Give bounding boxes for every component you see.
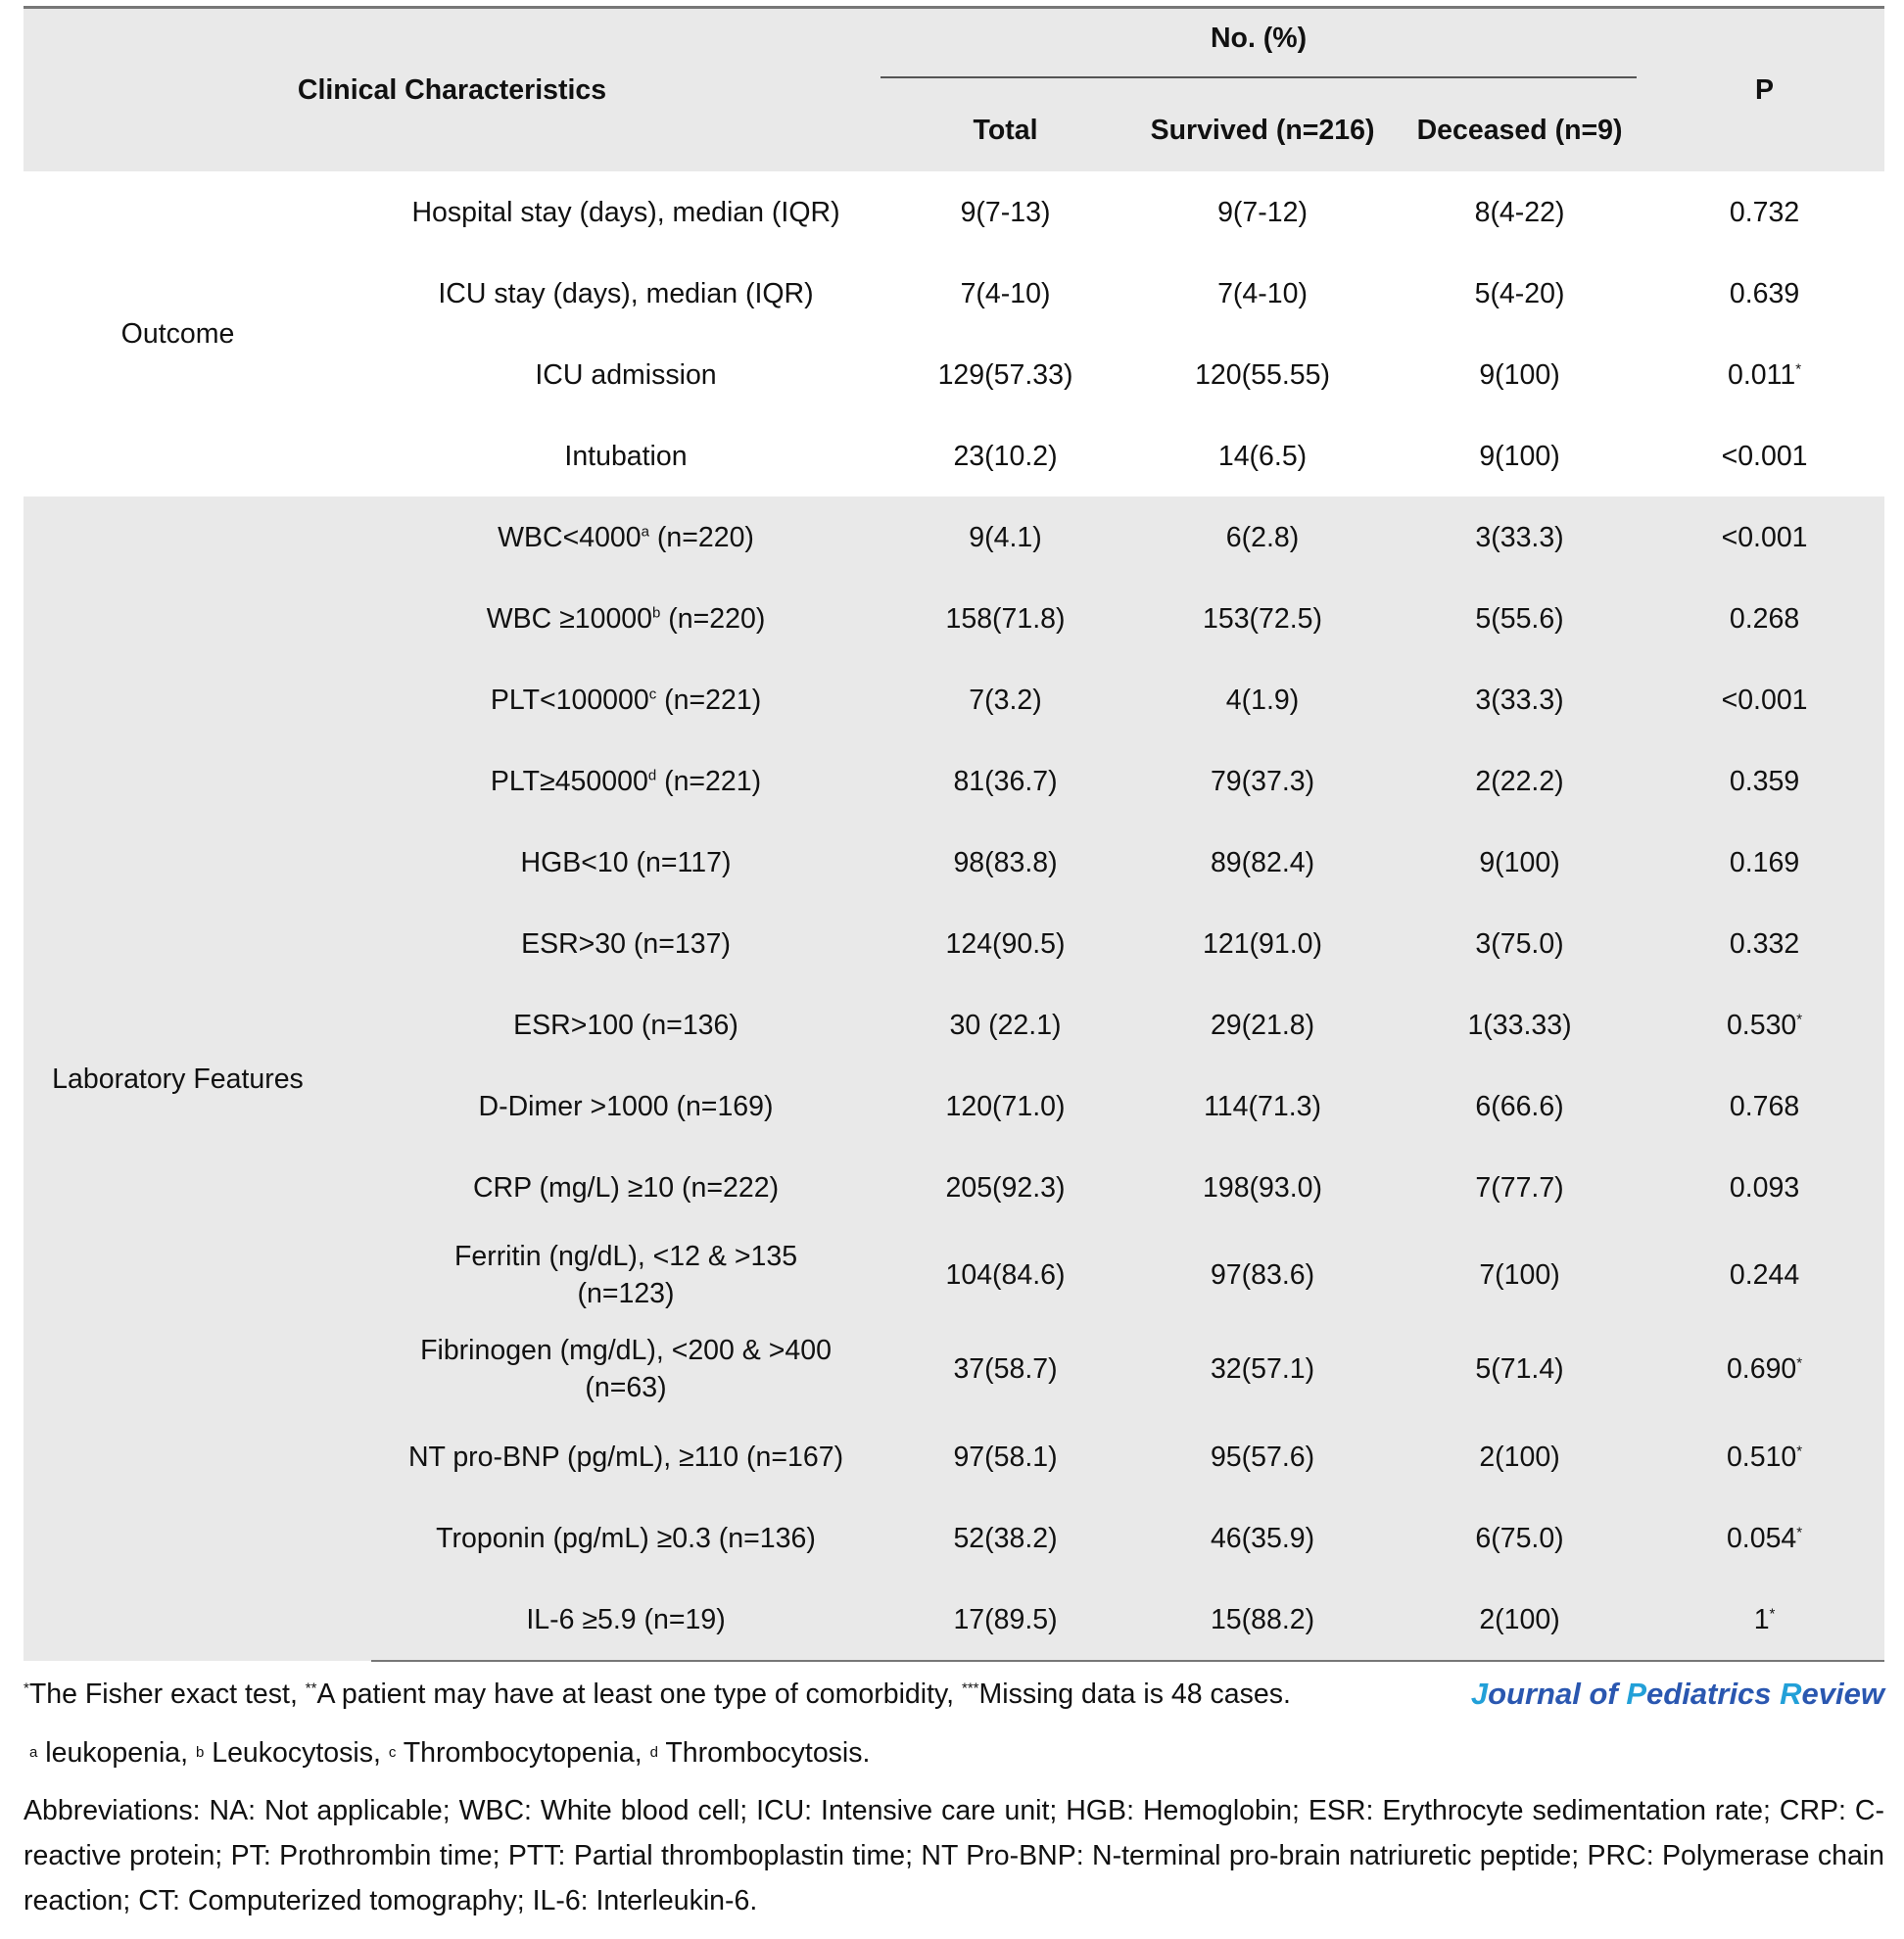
row-name-text: CRP (mg/L) ≥10 (n=222): [472, 1171, 780, 1204]
cell-total: 52(38.2): [881, 1497, 1130, 1579]
cell-deceased: 6(75.0): [1395, 1497, 1644, 1579]
p-value: 0.639: [1729, 277, 1800, 309]
cell-p-value: [1644, 1228, 1884, 1322]
row-name: ICU admission: [371, 334, 881, 415]
cell-deceased: 3(33.3): [1395, 497, 1644, 578]
cell-total: 9(4.1): [881, 497, 1130, 578]
cell-total: 23(10.2): [881, 415, 1130, 497]
cell-survived: 79(37.3): [1130, 740, 1395, 822]
row-name-text: Ferritin (ng/dL), <12 & >135: [453, 1241, 798, 1272]
row-name-superscript: b: [652, 604, 661, 621]
row-name: [371, 659, 881, 740]
cell-p-value: [1644, 1579, 1884, 1661]
header-clinical-characteristics: Clinical Characteristics: [297, 74, 607, 106]
journal-logo: [1471, 1673, 1884, 1716]
row-name: [371, 1497, 881, 1579]
p-value: 0.244: [1729, 1259, 1800, 1291]
footnote-definition: Thrombocytosis.: [657, 1737, 871, 1769]
p-value: 0.359: [1729, 765, 1800, 797]
row-name: ICU stay (days), median (IQR): [371, 253, 881, 334]
cell-deceased: 6(66.6): [1395, 1065, 1644, 1147]
cell-deceased: 9(100): [1395, 822, 1644, 903]
table-row: [24, 171, 1884, 253]
cell-p-value: [1644, 1322, 1884, 1416]
p-footnote-mark: *: [1796, 1011, 1803, 1027]
p-value: 0.510: [1726, 1441, 1797, 1473]
laboratory-section: [24, 497, 1884, 1661]
p-value: 0.268: [1729, 602, 1800, 635]
p-footnote-mark: *: [1796, 1442, 1803, 1459]
row-name-text: WBC<4000: [498, 521, 642, 553]
category-outcome: Outcome: [24, 171, 371, 497]
cell-total: 120(71.0): [881, 1065, 1130, 1147]
cell-deceased: 2(100): [1395, 1416, 1644, 1497]
cell-p-value: [1644, 1497, 1884, 1579]
cell-p-value: [1644, 1065, 1884, 1147]
cell-deceased: 3(33.3): [1395, 659, 1644, 740]
row-name: [371, 497, 881, 578]
journal-word: eview: [1801, 1677, 1884, 1711]
cell-total: 7(3.2): [881, 659, 1130, 740]
row-name-count: (n=221): [656, 684, 762, 716]
row-name-text: WBC ≥10000: [486, 602, 653, 635]
cell-p-value: [1644, 171, 1884, 253]
row-name-text: Fibrinogen (mg/dL), <200 & >400: [420, 1335, 832, 1366]
footnote-text: Missing data is 48 cases.: [978, 1679, 1291, 1710]
row-name: [371, 1416, 881, 1497]
row-name: Intubation: [371, 415, 881, 497]
row-name-count: (n=123): [577, 1278, 675, 1309]
cell-p-value: [1644, 984, 1884, 1065]
row-name-text: PLT≥450000: [490, 765, 648, 797]
row-name: [371, 740, 881, 822]
cell-total: 30 (22.1): [881, 984, 1130, 1065]
cell-deceased: 9(100): [1395, 334, 1644, 415]
cell-survived: 97(83.6): [1130, 1228, 1395, 1322]
cell-deceased: 1(33.33): [1395, 984, 1644, 1065]
header-deceased: Deceased (n=9): [1416, 115, 1623, 146]
header-p-value: P: [1755, 74, 1775, 106]
cell-survived: 32(57.1): [1130, 1322, 1395, 1416]
cell-deceased: 9(100): [1395, 415, 1644, 497]
table-container: [24, 6, 1884, 1662]
cell-total: 81(36.7): [881, 740, 1130, 822]
row-name: [371, 1065, 881, 1147]
cell-survived: 89(82.4): [1130, 822, 1395, 903]
cell-total: 104(84.6): [881, 1228, 1130, 1322]
row-name-superscript: a: [641, 523, 649, 540]
footnote-text: The Fisher exact test,: [28, 1679, 306, 1710]
row-name: [371, 1579, 881, 1661]
header-row-1: [24, 8, 1884, 90]
cell-survived: 29(21.8): [1130, 984, 1395, 1065]
footnote-definition: Thrombocytopenia,: [396, 1737, 650, 1769]
cell-total: 98(83.8): [881, 822, 1130, 903]
row-name: [371, 903, 881, 984]
p-value: <0.001: [1721, 521, 1808, 553]
header-total: Total: [973, 115, 1038, 146]
p-value: 0.732: [1729, 196, 1800, 228]
row-name-text: Troponin (pg/mL) ≥0.3 (n=136): [436, 1522, 816, 1554]
cell-total: 124(90.5): [881, 903, 1130, 984]
table-row: [24, 497, 1884, 578]
row-name-superscript: d: [647, 767, 657, 783]
row-name-text: PLT<100000: [490, 684, 649, 716]
row-name: [371, 1147, 881, 1228]
footnote-mark: **: [305, 1679, 317, 1697]
p-value: 0.169: [1729, 846, 1800, 878]
p-footnote-mark: *: [1795, 360, 1802, 377]
cell-total: 37(58.7): [881, 1322, 1130, 1416]
cell-total: 205(92.3): [881, 1147, 1130, 1228]
row-name-text: IL-6 ≥5.9 (n=19): [526, 1603, 726, 1635]
p-value: 0.093: [1729, 1171, 1800, 1204]
p-value: 0.530: [1726, 1009, 1797, 1041]
cell-p-value: [1644, 903, 1884, 984]
cell-deceased: 5(4-20): [1395, 253, 1644, 334]
header-group-no-percent: [881, 8, 1644, 90]
cell-deceased: 7(77.7): [1395, 1147, 1644, 1228]
cell-deceased: 2(100): [1395, 1579, 1644, 1661]
p-footnote-mark: *: [1796, 1524, 1803, 1540]
cell-survived: 120(55.55): [1130, 334, 1395, 415]
row-name-count: (n=220): [660, 602, 766, 635]
footnote-mark: ***: [962, 1679, 979, 1697]
row-name-superscript: c: [648, 686, 657, 702]
journal-initial: R: [1780, 1677, 1802, 1711]
row-name: [371, 984, 881, 1065]
row-name-count: (n=63): [585, 1372, 667, 1403]
cell-p-value: [1644, 334, 1884, 415]
table-header: [24, 8, 1884, 172]
p-value: 0.332: [1729, 927, 1800, 960]
p-value: <0.001: [1721, 684, 1808, 716]
cell-survived: 95(57.6): [1130, 1416, 1395, 1497]
p-footnote-mark: *: [1769, 1605, 1776, 1622]
footnote-definition: Leukocytosis,: [204, 1737, 389, 1769]
cell-p-value: [1644, 1416, 1884, 1497]
clinical-characteristics-table: [24, 6, 1884, 1662]
cell-total: 17(89.5): [881, 1579, 1130, 1661]
row-name: [371, 1228, 881, 1322]
cell-deceased: 2(22.2): [1395, 740, 1644, 822]
cell-total: 97(58.1): [881, 1416, 1130, 1497]
p-value: 0.054: [1726, 1522, 1797, 1554]
row-name: [371, 822, 881, 903]
row-name-text: ESR>100 (n=136): [513, 1009, 738, 1041]
footnote-definition: leukopenia,: [37, 1737, 196, 1769]
row-name-text: NT pro-BNP (pg/mL), ≥110 (n=167): [407, 1441, 844, 1473]
row-name-text: HGB<10 (n=117): [520, 846, 732, 878]
cell-survived: 7(4-10): [1130, 253, 1395, 334]
cell-total: 7(4-10): [881, 253, 1130, 334]
cell-survived: 9(7-12): [1130, 171, 1395, 253]
footnote-line-2: a leukopenia, b Leukocytosis, c Thrombocytopenia, d Thrombocytosis.: [24, 1724, 1884, 1782]
p-value: <0.001: [1721, 440, 1808, 472]
p-footnote-mark: *: [1796, 1354, 1803, 1372]
row-name-text: ESR>30 (n=137): [521, 927, 731, 960]
row-name-text: D-Dimer >1000 (n=169): [478, 1090, 774, 1122]
cell-survived: 14(6.5): [1130, 415, 1395, 497]
cell-total: 129(57.33): [881, 334, 1130, 415]
table-notes: [24, 1665, 1884, 1923]
cell-p-value: [1644, 740, 1884, 822]
footnote-text: A patient may have at least one type of comorbidity,: [316, 1679, 962, 1710]
cell-deceased: 7(100): [1395, 1228, 1644, 1322]
footnote-mark: *: [24, 1679, 29, 1697]
row-name: [371, 578, 881, 659]
cell-p-value: [1644, 659, 1884, 740]
cell-survived: 46(35.9): [1130, 1497, 1395, 1579]
cell-p-value: [1644, 578, 1884, 659]
category-laboratory-features: Laboratory Features: [24, 497, 371, 1661]
cell-total: 9(7-13): [881, 171, 1130, 253]
footnote-statistics: [24, 1673, 1291, 1716]
abbreviations-note: Abbreviations: NA: Not applicable; WBC: White blood cell; ICU: Intensive care unit; HGB: Hemoglobin; ESR: Erythrocyte sedimentation rate; CRP: C-reactive protein; PT: Prothrombin time; PTT: Partial thromboplastin time; NT Pro-BNP: N-terminal pro-brain natriuretic peptide; PRC: Polymerase chain reaction; CT: Computerized tomography; IL-6: Interleukin-6.: [24, 1795, 1884, 1916]
cell-p-value: [1644, 415, 1884, 497]
group-label: No. (%): [881, 20, 1637, 78]
p-value: 1: [1753, 1603, 1770, 1635]
cell-survived: 114(71.3): [1130, 1065, 1395, 1147]
p-value: 0.011: [1728, 358, 1796, 391]
row-name-count: (n=221): [656, 765, 762, 797]
cell-survived: 198(93.0): [1130, 1147, 1395, 1228]
cell-deceased: 5(71.4): [1395, 1322, 1644, 1416]
outcome-section: [24, 171, 1884, 497]
cell-survived: 4(1.9): [1130, 659, 1395, 740]
cell-p-value: [1644, 497, 1884, 578]
journal-initial: J: [1470, 1677, 1489, 1711]
journal-word: ediatrics: [1646, 1677, 1781, 1711]
cell-total: 158(71.8): [881, 578, 1130, 659]
cell-deceased: 5(55.6): [1395, 578, 1644, 659]
journal-word: ournal of: [1488, 1677, 1627, 1711]
footnote-line-1: [24, 1665, 1884, 1724]
cell-survived: 15(88.2): [1130, 1579, 1395, 1661]
cell-p-value: [1644, 253, 1884, 334]
cell-survived: 153(72.5): [1130, 578, 1395, 659]
cell-survived: 121(91.0): [1130, 903, 1395, 984]
cell-p-value: [1644, 822, 1884, 903]
row-name: Hospital stay (days), median (IQR): [371, 171, 881, 253]
cell-p-value: [1644, 1147, 1884, 1228]
row-name-count: (n=220): [648, 521, 754, 553]
cell-survived: 6(2.8): [1130, 497, 1395, 578]
journal-initial: P: [1626, 1677, 1647, 1711]
cell-deceased: 3(75.0): [1395, 903, 1644, 984]
row-name: [371, 1322, 881, 1416]
p-value: 0.768: [1729, 1090, 1800, 1122]
header-survived: Survived (n=216): [1150, 115, 1375, 146]
p-value: 0.690: [1726, 1353, 1797, 1385]
cell-deceased: 8(4-22): [1395, 171, 1644, 253]
